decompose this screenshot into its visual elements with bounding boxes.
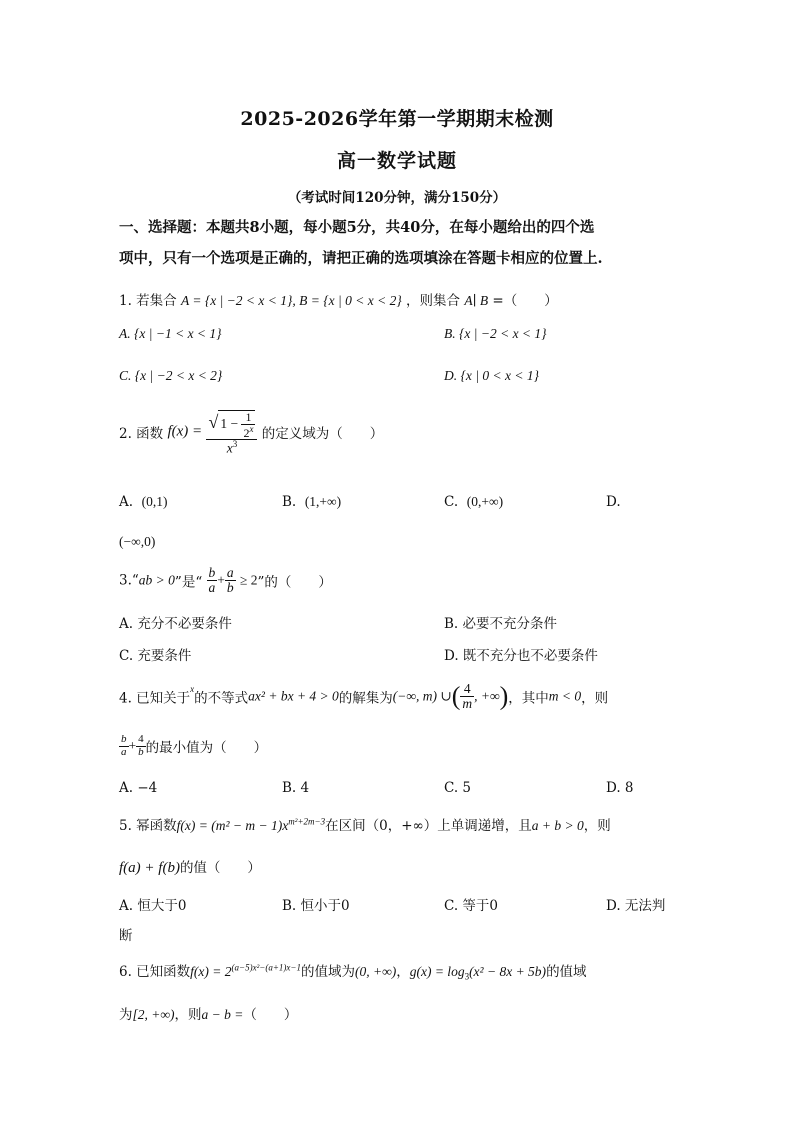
- q3-ge: ≥ 2: [239, 572, 258, 588]
- q5-exp: m²+2m−3: [288, 816, 326, 827]
- q1-set-a: A = {x | −2 < x < 1}: [180, 293, 293, 308]
- q6-r2: [2, +∞): [132, 1007, 175, 1022]
- q5-option-d-wrap: 断: [119, 928, 133, 944]
- left-paren-icon: (: [451, 681, 461, 711]
- q5-then: ，则: [583, 818, 611, 834]
- q1-prefix: 1. 若集合: [119, 293, 177, 309]
- q4-option-d: D. 8: [606, 780, 634, 796]
- q6-fexp: (a−5)x²−(a+1)x−1: [231, 962, 301, 973]
- exam-title: 2025-2026学年第一学期期末检测: [240, 108, 554, 130]
- q5-option-d: D. 无法判: [606, 898, 666, 914]
- q5-line2-suffix: 的值（ ）: [179, 860, 261, 876]
- q2-option-c-value: (0,+∞): [466, 494, 504, 509]
- q6-line2-suffix: ，则: [174, 1007, 202, 1023]
- q4-b-den: b: [138, 745, 144, 758]
- q4-sol: 的解集为: [338, 690, 393, 707]
- question-6: [119, 960, 587, 982]
- q4-set1: (−∞, m) ∪: [392, 688, 452, 704]
- question-5-line2: [119, 856, 261, 877]
- q3-suffix: ”的（ ）: [257, 574, 332, 591]
- q2-option-a-value: (0,1): [141, 494, 168, 509]
- q2-option-a: A. (0,1): [119, 494, 168, 510]
- question-5: [119, 814, 611, 834]
- q6-gbase: 3: [464, 971, 470, 982]
- q5-func: f(x) = (m² − m − 1)x: [176, 818, 289, 833]
- q3-option-a: A. 充分不必要条件: [119, 616, 232, 632]
- q4-mcond: m < 0: [548, 688, 582, 704]
- q4-then: ，则: [581, 690, 609, 707]
- q3-plus: +: [217, 572, 225, 588]
- q4-tail: ，其中: [508, 690, 549, 707]
- q4-a-den: a: [121, 745, 127, 758]
- q2-x-sup: x: [249, 423, 254, 434]
- q1-suffix: ，则集合: [406, 293, 461, 309]
- q5-option-c: C. 等于0: [444, 898, 499, 914]
- right-paren-icon: ): [499, 681, 509, 711]
- q4-prefix: 4. 已知关于: [119, 690, 191, 707]
- q5-mid: 在区间（0，+∞）上单调递增，且: [325, 818, 532, 834]
- q6-prefix: 6. 已知函数: [119, 964, 191, 980]
- q4-option-b: B. 4: [282, 780, 310, 796]
- exam-subtitle: 高一数学试题: [336, 150, 457, 172]
- q2-two: 2: [243, 425, 250, 440]
- question-3: [119, 566, 332, 595]
- q2-func: f(x) =: [167, 423, 203, 440]
- sqrt-icon: √: [208, 412, 219, 433]
- q2-option-d-value: (−∞,0): [119, 534, 156, 549]
- q2-suffix: 的定义域为（ ）: [261, 425, 384, 442]
- q1-option-c: C. {x | −2 < x < 2}: [119, 368, 223, 383]
- q3-a-num: a: [226, 565, 234, 580]
- q5-line2: f(a) + f(b): [119, 860, 180, 876]
- question-6-line2: [119, 1003, 297, 1023]
- q3-a-den: a: [208, 580, 216, 596]
- q4-four: 4: [460, 682, 474, 697]
- q6-ask: （ ）: [243, 1007, 298, 1023]
- q4-option-c: C. 5: [444, 780, 472, 796]
- q2-option-b: B. (1,+∞): [282, 494, 342, 510]
- q2-fraction: [206, 408, 257, 456]
- q6-g: g(x) = log: [409, 964, 465, 979]
- section-heading-line2: 项中，只有一个选项是正确的，请把正确的选项填涂在答题卡相应的位置上.: [119, 250, 603, 267]
- q2-den: x: [226, 440, 233, 456]
- q6-range1: 的值域为: [300, 964, 355, 980]
- q3-option-c: C. 充要条件: [119, 648, 192, 664]
- q1-option-d: D. {x | 0 < x < 1}: [444, 368, 539, 383]
- question-2: [119, 408, 383, 456]
- q3-mid: ”是“: [174, 574, 203, 591]
- q1-expr: A∣ B: [464, 293, 489, 308]
- q6-f: f(x) = 2: [190, 964, 232, 979]
- q1-ask: =（ ）: [492, 293, 558, 309]
- q4-set2: , +∞: [474, 688, 500, 704]
- q2-option-c: C. (0,+∞): [444, 494, 504, 510]
- q6-garg: (x² − 8x + 5b): [469, 964, 547, 979]
- section-heading-line1: 一、选择题：本题共8小题，每小题5分，共40分，在每小题给出的四个选: [119, 219, 595, 236]
- q5-option-a: A. 恒大于0: [119, 898, 187, 914]
- q6-r1: (0, +∞): [354, 964, 397, 979]
- q2-num-inner: 1 −: [220, 416, 239, 432]
- q3-option-b: B. 必要不充分条件: [444, 616, 558, 632]
- q6-ab: a − b =: [201, 1007, 244, 1022]
- q2-option-b-value: (1,+∞): [304, 494, 342, 509]
- q4-x: x: [190, 684, 195, 695]
- q2-den-sup: 3: [232, 439, 238, 450]
- q2-prefix: 2. 函数: [119, 425, 164, 442]
- q3-prefix: 3.“: [119, 572, 139, 589]
- q3-condition: ab > 0: [138, 572, 175, 588]
- q3-b-num: b: [208, 565, 216, 580]
- q4-poly: ax² + bx + 4 > 0: [248, 688, 339, 704]
- q3-b-den: b: [226, 580, 234, 596]
- q1-option-b: B. {x | −2 < x < 1}: [444, 326, 547, 341]
- q2-option-d: D.: [606, 494, 621, 510]
- q6-line2-prefix: 为: [119, 1007, 133, 1023]
- q4-option-a: A. −4: [119, 780, 158, 796]
- q5-cond: a + b > 0: [531, 818, 584, 833]
- q3-option-d: D. 既不充分也不必要条件: [444, 648, 598, 664]
- q4-b-num: b: [121, 733, 127, 745]
- q1-option-a: A. {x | −1 < x < 1}: [119, 326, 222, 341]
- q5-option-b: B. 恒小于0: [282, 898, 350, 914]
- exam-note: （考试时间120分钟，满分150分）: [287, 190, 507, 206]
- q5-prefix: 5. 幂函数: [119, 818, 177, 834]
- q4-ineq: 的不等式: [194, 690, 249, 707]
- question-4: [119, 682, 608, 711]
- question-4-line2: $\frac{b}{a}$ + $\frac{4}{b}$ 的最小值为（ ）: [121, 733, 268, 758]
- q4-m: m: [462, 696, 473, 712]
- question-1: [119, 289, 558, 309]
- q6-range2: 的值域: [546, 964, 587, 980]
- q1-set-b: , B = {x | 0 < x < 2}: [292, 293, 402, 308]
- q2-one: 1: [241, 411, 255, 425]
- q4-line2-suffix: 的最小值为（ ）: [145, 740, 268, 757]
- q4-four-num: 4: [138, 733, 144, 745]
- q2-numerator: [206, 408, 257, 440]
- q6-comma: ，: [396, 964, 410, 980]
